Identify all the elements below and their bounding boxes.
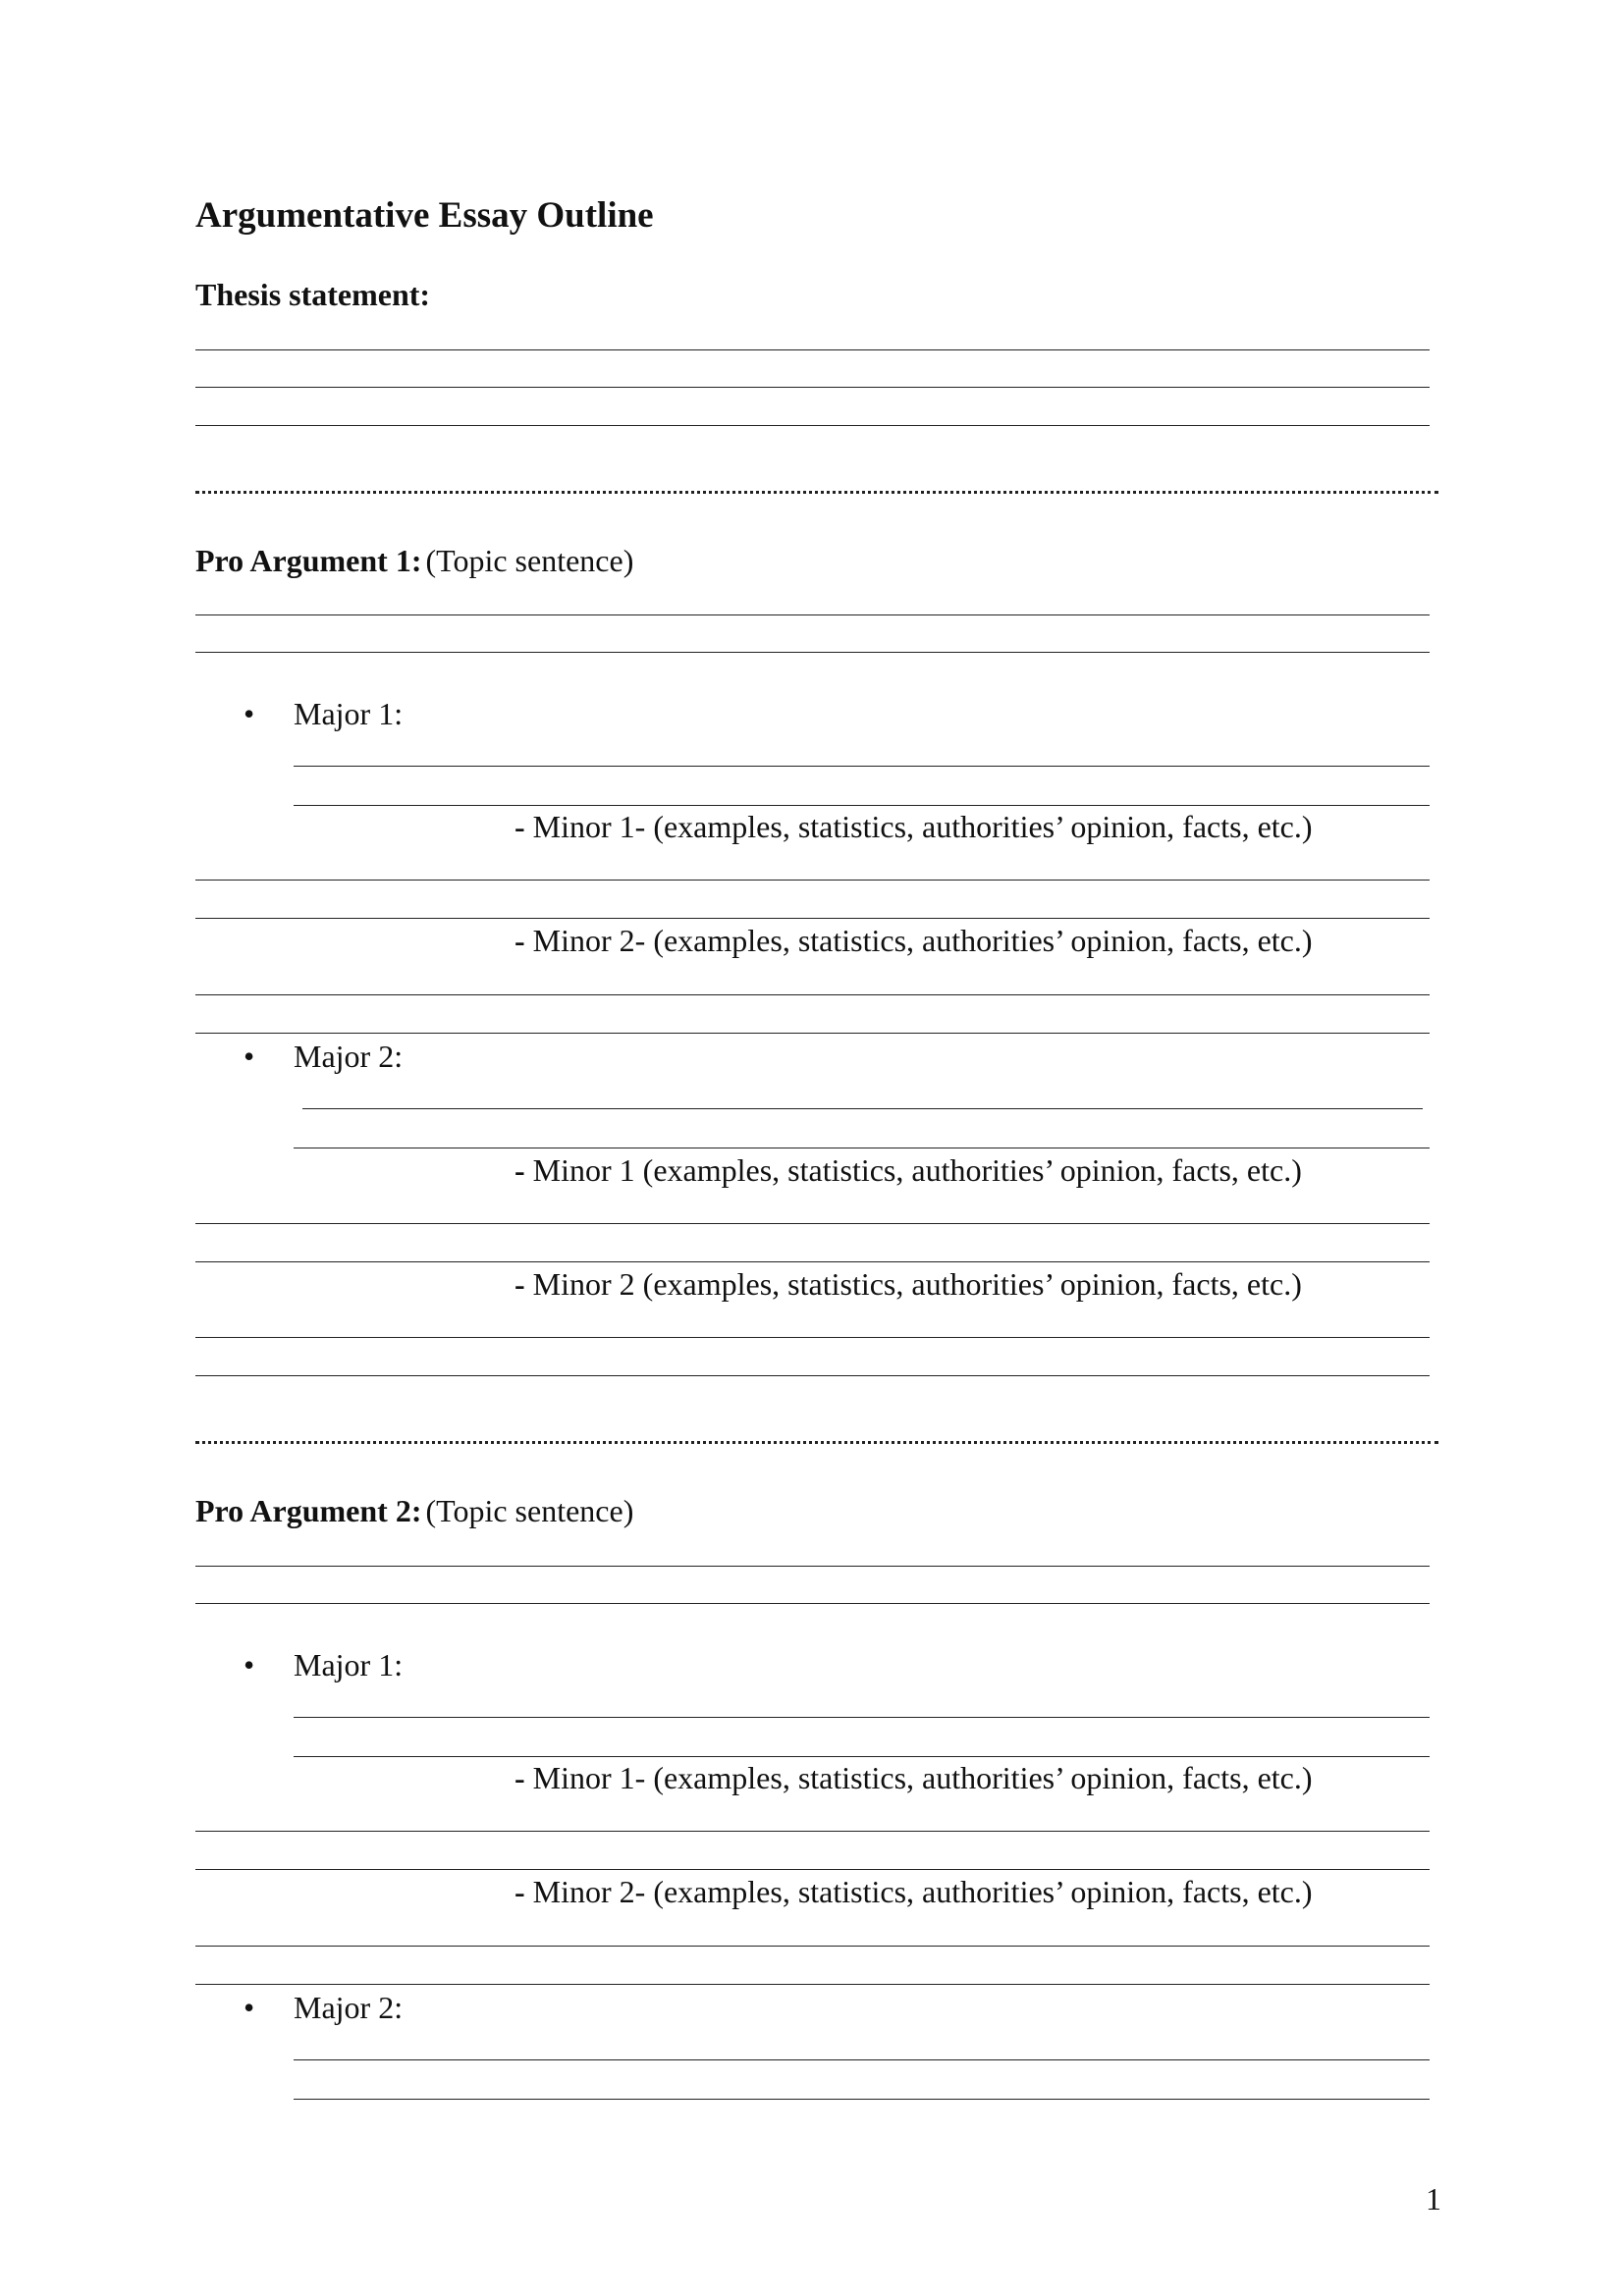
minor-2-label — [514, 1876, 1313, 1907]
topic-sentence-line-2[interactable] — [195, 1603, 1430, 1604]
minor-2-text: Minor 2 (examples, statistics, authorities’ opinion, facts, etc.) — [532, 1266, 1302, 1302]
topic-sentence-line-1[interactable] — [195, 1566, 1430, 1567]
section-divider — [195, 1441, 1438, 1444]
minor-1-text: Minor 1- (examples, statistics, authorities’ opinion, facts, etc.) — [532, 809, 1313, 844]
major-1-line-1[interactable] — [294, 766, 1430, 767]
pro-argument-2-hint: (Topic sentence) — [425, 1493, 634, 1528]
minor-1-line-1[interactable] — [195, 1831, 1430, 1832]
minor-dash: - — [514, 1874, 525, 1909]
pro-argument-1-hint: (Topic sentence) — [425, 543, 634, 578]
major-2-line-1[interactable] — [294, 2059, 1430, 2060]
minor-dash: - — [514, 809, 525, 844]
minor-1-line-2[interactable] — [195, 1261, 1430, 1262]
document-title: Argumentative Essay Outline — [195, 195, 654, 236]
minor-2-text: Minor 2- (examples, statistics, authorities’ opinion, facts, etc.) — [532, 1874, 1313, 1909]
minor-dash: - — [514, 1760, 525, 1795]
minor-1-label — [514, 1154, 1302, 1186]
page-number: 1 — [1426, 2181, 1441, 2216]
pro-argument-1-heading — [195, 545, 633, 576]
minor-2-line-1[interactable] — [195, 1946, 1430, 1947]
bullet-icon: • — [244, 1039, 255, 1074]
major-1-line-2[interactable] — [294, 1756, 1430, 1757]
pro-argument-1-label: Pro Argument 1: — [195, 543, 422, 578]
minor-1-text: Minor 1 (examples, statistics, authorities’ opinion, facts, etc.) — [532, 1152, 1302, 1188]
bullet-icon: • — [244, 1647, 255, 1682]
minor-2-label — [514, 925, 1313, 956]
major-2-label: Major 2: — [294, 1990, 404, 2025]
minor-dash: - — [514, 1152, 525, 1188]
minor-2-label — [514, 1268, 1302, 1300]
major-1-line-1[interactable] — [294, 1717, 1430, 1718]
minor-2-line-2[interactable] — [195, 1033, 1430, 1034]
pro-argument-2-label: Pro Argument 2: — [195, 1493, 422, 1528]
minor-1-line-2[interactable] — [195, 1869, 1430, 1870]
minor-2-line-2[interactable] — [195, 1984, 1430, 1985]
bullet-icon: • — [244, 1990, 255, 2025]
thesis-line-2[interactable] — [195, 387, 1430, 388]
minor-1-label — [514, 811, 1313, 842]
topic-sentence-line-2[interactable] — [195, 652, 1430, 653]
minor-1-line-1[interactable] — [195, 880, 1430, 881]
minor-1-label — [514, 1762, 1313, 1793]
minor-dash: - — [514, 1266, 525, 1302]
major-1-label: Major 1: — [294, 696, 404, 731]
thesis-label: Thesis statement: — [195, 277, 431, 312]
minor-2-line-1[interactable] — [195, 994, 1430, 995]
minor-dash: - — [514, 923, 525, 958]
major-2-label: Major 2: — [294, 1039, 404, 1074]
thesis-line-1[interactable] — [195, 349, 1430, 350]
major-1-line-2[interactable] — [294, 805, 1430, 806]
minor-1-line-2[interactable] — [195, 918, 1430, 919]
major-2-line-2[interactable] — [294, 2099, 1430, 2100]
thesis-line-3[interactable] — [195, 425, 1430, 426]
major-2-line-1[interactable] — [302, 1108, 1423, 1109]
pro-argument-2-heading — [195, 1495, 633, 1526]
major-1-label: Major 1: — [294, 1647, 404, 1682]
bullet-icon: • — [244, 696, 255, 731]
section-divider — [195, 491, 1438, 494]
minor-2-text: Minor 2- (examples, statistics, authorities’ opinion, facts, etc.) — [532, 923, 1313, 958]
minor-2-line-2[interactable] — [195, 1375, 1430, 1376]
topic-sentence-line-1[interactable] — [195, 614, 1430, 615]
minor-2-line-1[interactable] — [195, 1337, 1430, 1338]
minor-1-text: Minor 1- (examples, statistics, authorities’ opinion, facts, etc.) — [532, 1760, 1313, 1795]
minor-1-line-1[interactable] — [195, 1223, 1430, 1224]
